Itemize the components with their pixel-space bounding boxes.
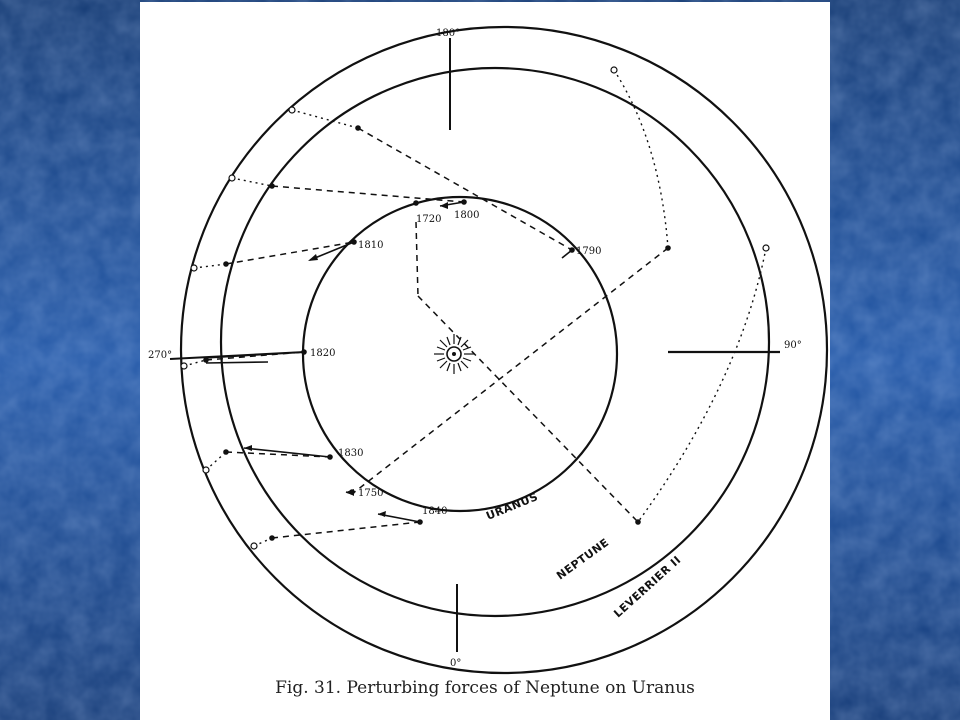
year-label: 1790 xyxy=(576,246,602,257)
uranus-position-dots xyxy=(301,199,575,525)
year-label: 1750 xyxy=(358,488,384,499)
year-label: 1810 xyxy=(358,240,384,251)
neptune-position-dots xyxy=(203,125,671,541)
orbit-diagram xyxy=(140,2,830,720)
angle-label-left: 270° xyxy=(148,350,173,361)
sun-icon xyxy=(434,334,474,374)
year-label: 1820 xyxy=(310,348,336,359)
figure-plate xyxy=(140,2,830,720)
orbit-label-neptune: NEPTUNE xyxy=(554,535,612,583)
year-label: 1800 xyxy=(454,210,480,221)
force-arrows xyxy=(206,202,572,522)
year-label: 1840 xyxy=(422,506,448,517)
leverrier-orbit xyxy=(181,27,827,673)
angle-label-bottom: 0° xyxy=(450,658,462,669)
angle-label-top: 180° xyxy=(436,28,461,39)
perturbation-lines xyxy=(206,128,668,538)
orbit-label-uranus: URANUS xyxy=(484,490,541,523)
year-label: 1830 xyxy=(338,448,364,459)
year-label: 1720 xyxy=(416,214,442,225)
dotted-lines xyxy=(184,70,766,546)
figure-caption: Fig. 31. Perturbing forces of Neptune on Uranus xyxy=(275,678,695,698)
orbit-label-leverrier: LEVERRIER II xyxy=(611,553,684,621)
angle-label-right: 90° xyxy=(784,340,802,351)
